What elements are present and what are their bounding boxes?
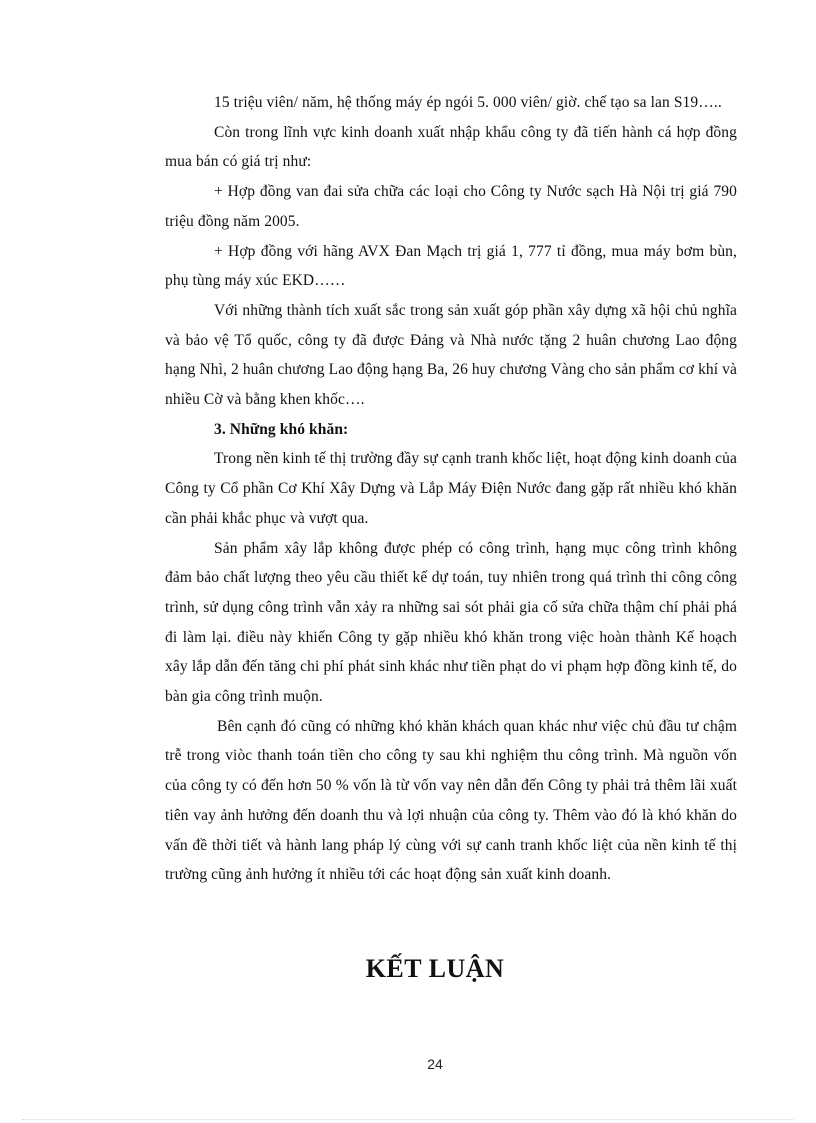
page-edge-divider xyxy=(22,1119,794,1120)
paragraph-contract-avx: + Hợp đồng với hãng AVX Đan Mạch trị giá 1, 777 tỉ đồng, mua máy bơm bùn, phụ tùng máy xúc EKD…… xyxy=(165,242,737,290)
page-number: 24 xyxy=(427,1056,443,1072)
paragraph-contract-hanoi-water: + Hợp đồng van đai sửa chữa các loại cho Công ty Nước sạch Hà Nội trị giá 790 triệu đồng năm 2005. xyxy=(165,183,737,230)
conclusion-title: KẾT LUẬN xyxy=(365,954,505,983)
paragraph-production-capacity: 15 triệu viên/ năm, hệ thống máy ép ngói 5. 000 viên/ giờ. chế tạo sa lan S19….. xyxy=(214,94,722,111)
paragraph-construction-quality: Sản phẩm xây lắp không được phép có công trình, hạng mục công trình không đảm bảo chất lượng theo yêu cầu thiết kế dự toán, tuy nhiên trong quá trình thi công công trình, sử dụng công trình vẫn xảy ra những sai sót phải gia cố sửa chữa thậm chí phải phá đi làm lại. điều này khiến Công ty gặp nhiều khó khăn trong việc hoàn thành Kế hoạch xây lắp dẫn đến tăng chi phí phát sinh khác như tiền phạt do vi phạm hợp đồng kinh tế, do bàn gia công trình muộn. xyxy=(165,539,737,706)
paragraph-objective-difficulties: Bên cạnh đó cũng có những khó khăn khách quan khác như việc chủ đầu tư chậm trễ trong viòc thanh toán tiền cho công ty sau khi nghiệm thu công trình. Mà nguồn vốn của công ty có đến hơn 50 % vốn là từ vốn vay nên dẫn đến Công ty phải trả thêm lãi xuất tiên vay ảnh hưởng đến doanh thu và lợi nhuận của công ty. Thêm vào đó là khó khăn do vấn đề thời tiết và hành lang pháp lý cùng với sự canh tranh khốc liệt của nền kinh tế thị trường cũng ảnh hưởng ít nhiều tới các hoạt động sản xuất kinh doanh. xyxy=(165,717,737,884)
document-body xyxy=(165,88,737,890)
paragraph-achievements: Với những thành tích xuất sắc trong sản xuất góp phần xây dựng xã hội chủ nghĩa và bảo vệ Tổ quốc, công ty đã được Đảng và Nhà nước tặng 2 huân chương Lao động hạng Nhì, 2 huân chương Lao động hạng Ba, 26 huy chương Vàng cho sản phẩm cơ khí và nhiều Cờ và bằng khen khốc…. xyxy=(165,301,737,409)
paragraph-market-competition: Trong nền kinh tế thị trường đầy sự cạnh tranh khốc liệt, hoạt động kinh doanh của Công ty Cổ phần Cơ Khí Xây Dựng và Lắp Máy Điện Nước đang gặp rất nhiều khó khăn cần phải khắc phục và vượt qua. xyxy=(165,450,737,527)
paragraph-import-export: Còn trong lĩnh vực kinh doanh xuất nhập khẩu công ty đã tiến hành cá hợp đồng mua bán có giá trị như: xyxy=(165,123,737,171)
section-heading-difficulties: 3. Những khó khăn: xyxy=(214,420,349,438)
